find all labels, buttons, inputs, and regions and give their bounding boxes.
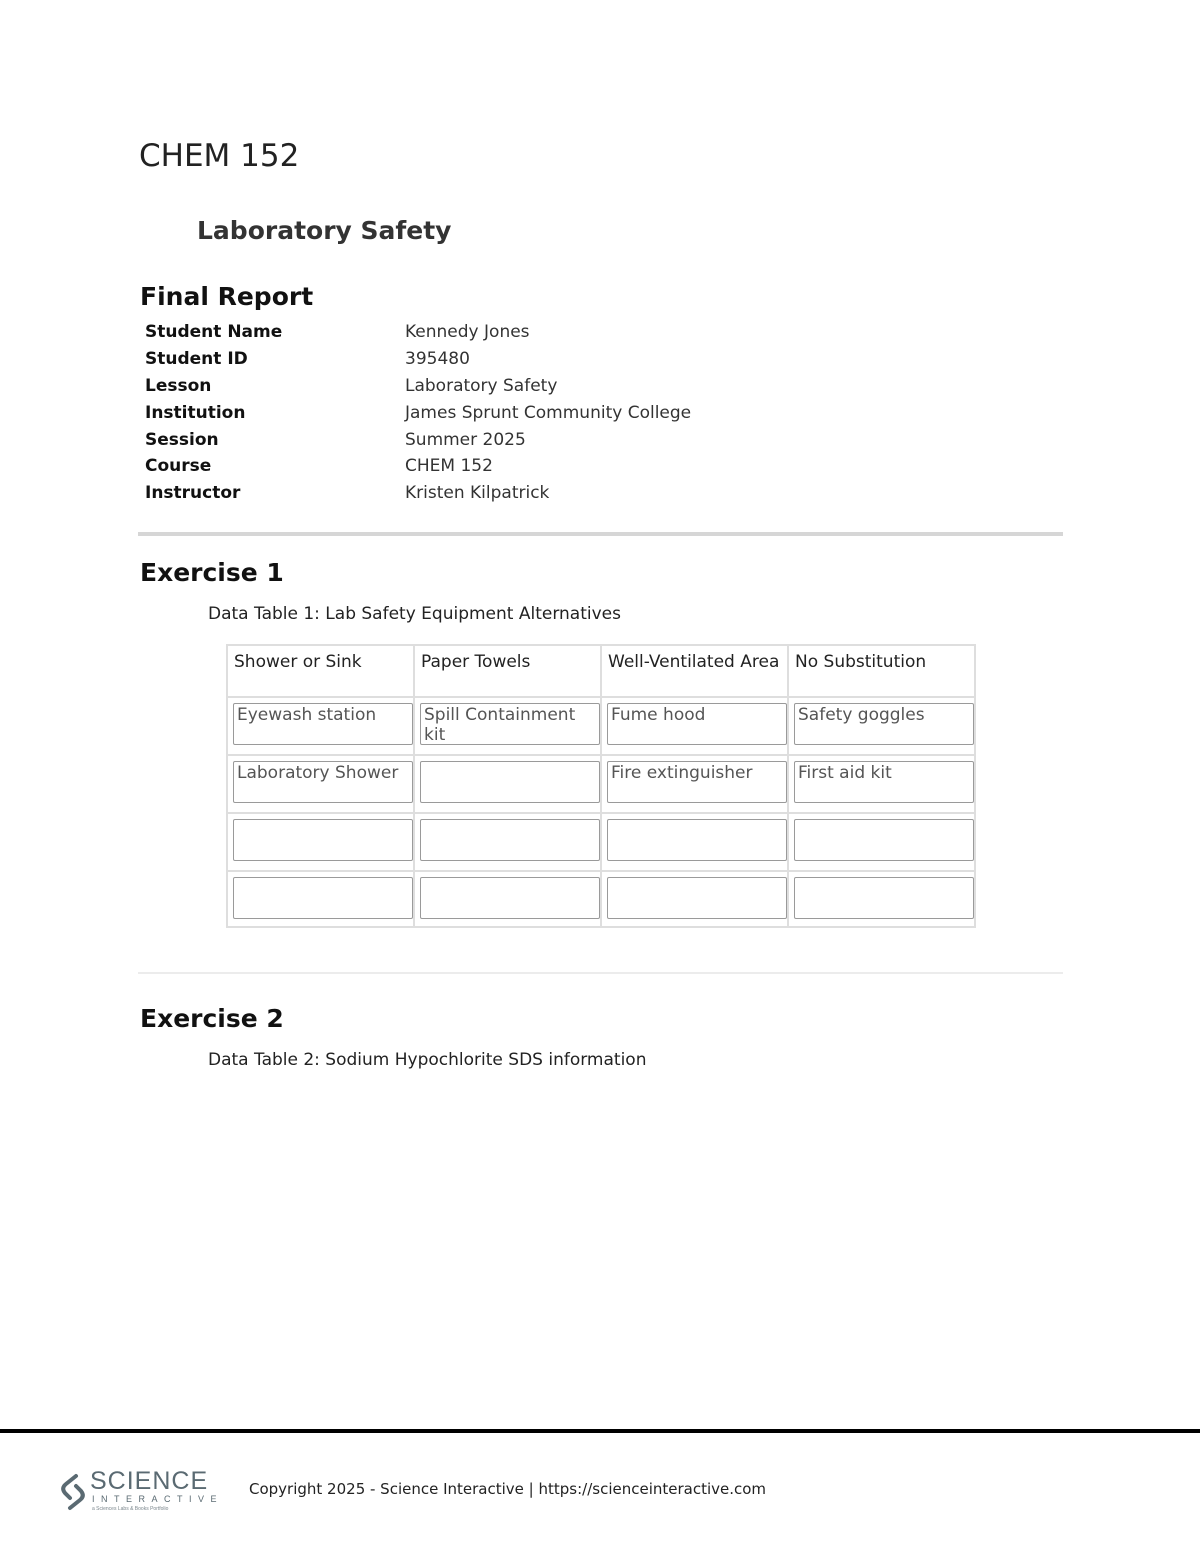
- section-divider: [138, 532, 1063, 536]
- logo-subtext: INTERACTIVE: [92, 1494, 224, 1504]
- info-value: Kennedy Jones: [405, 322, 530, 343]
- info-label: Instructor: [145, 483, 241, 504]
- cell-text-field[interactable]: [607, 819, 787, 861]
- info-row-student-id: [145, 346, 691, 373]
- course-title: CHEM 152: [139, 138, 300, 174]
- table-cell: [788, 755, 975, 813]
- info-row-lesson: [145, 373, 691, 400]
- info-label: Student Name: [145, 322, 283, 343]
- table-cell: [227, 813, 414, 871]
- info-label: Lesson: [145, 375, 212, 396]
- table-cell: [788, 871, 975, 927]
- cell-text-field[interactable]: [420, 819, 600, 861]
- column-header: Well-Ventilated Area: [601, 645, 788, 697]
- info-label: Student ID: [145, 349, 248, 370]
- cell-text-field[interactable]: [794, 819, 974, 861]
- table-cell: [788, 697, 975, 755]
- cell-text-field[interactable]: [794, 877, 974, 919]
- cell-text-field[interactable]: Safety goggles: [794, 703, 974, 745]
- table-row: [227, 755, 975, 813]
- table-cell: [788, 813, 975, 871]
- cell-text-field[interactable]: First aid kit: [794, 761, 974, 803]
- cell-text-field[interactable]: Spill Containment kit: [420, 703, 600, 745]
- data-table-2-caption: Data Table 2: Sodium Hypochlorite SDS information: [208, 1050, 647, 1070]
- lesson-title: Laboratory Safety: [197, 216, 452, 245]
- column-header: Shower or Sink: [227, 645, 414, 697]
- table-cell: [414, 871, 601, 927]
- report-heading: Final Report: [140, 282, 314, 311]
- exercise-1-heading: Exercise 1: [140, 558, 284, 587]
- table-cell: [601, 871, 788, 927]
- table-cell: [227, 755, 414, 813]
- cell-text-field[interactable]: Fume hood: [607, 703, 787, 745]
- info-row-course: [145, 453, 691, 480]
- data-table-1-caption: Data Table 1: Lab Safety Equipment Alternatives: [208, 604, 621, 624]
- info-row-session: [145, 426, 691, 453]
- table-cell: [414, 813, 601, 871]
- info-value: CHEM 152: [405, 456, 493, 477]
- table-row: [227, 813, 975, 871]
- info-value: Laboratory Safety: [405, 375, 558, 396]
- table-cell: [414, 755, 601, 813]
- info-row-instructor: [145, 480, 691, 507]
- footer-copyright: Copyright 2025 - Science Interactive | https://scienceinteractive.com: [249, 1480, 767, 1498]
- logo-tagline: a Sciences Labs & Books Portfolio: [92, 1506, 169, 1512]
- science-interactive-logo: [58, 1467, 224, 1514]
- logo-mark-icon: [58, 1472, 88, 1512]
- student-info-table: [145, 319, 691, 507]
- info-value: Summer 2025: [405, 429, 526, 450]
- column-header: Paper Towels: [414, 645, 601, 697]
- table-cell: [601, 813, 788, 871]
- info-value: 395480: [405, 349, 470, 370]
- table-cell: [227, 697, 414, 755]
- cell-text-field[interactable]: [233, 877, 413, 919]
- cell-text-field[interactable]: [420, 761, 600, 803]
- table-cell: [414, 697, 601, 755]
- column-header: No Substitution: [788, 645, 975, 697]
- section-divider: [138, 972, 1063, 974]
- data-table-1: [226, 644, 976, 928]
- logo-wordmark: SCIENCE: [90, 1467, 209, 1495]
- info-label: Session: [145, 429, 219, 450]
- info-value: Kristen Kilpatrick: [405, 483, 550, 504]
- table-cell: [227, 871, 414, 927]
- cell-text-field[interactable]: Eyewash station: [233, 703, 413, 745]
- cell-text-field[interactable]: [607, 877, 787, 919]
- cell-text-field[interactable]: Laboratory Shower: [233, 761, 413, 803]
- table-header-row: [227, 645, 975, 697]
- cell-text-field[interactable]: [233, 819, 413, 861]
- footer-divider: [0, 1429, 1200, 1433]
- info-label: Institution: [145, 402, 246, 423]
- info-row-institution: [145, 399, 691, 426]
- info-value: James Sprunt Community College: [405, 402, 692, 423]
- exercise-2-heading: Exercise 2: [140, 1004, 284, 1033]
- table-cell: [601, 755, 788, 813]
- table-cell: [601, 697, 788, 755]
- table-row: [227, 697, 975, 755]
- cell-text-field[interactable]: [420, 877, 600, 919]
- info-row-student-name: [145, 319, 691, 346]
- table-row: [227, 871, 975, 927]
- info-label: Course: [145, 456, 212, 477]
- cell-text-field[interactable]: Fire extinguisher: [607, 761, 787, 803]
